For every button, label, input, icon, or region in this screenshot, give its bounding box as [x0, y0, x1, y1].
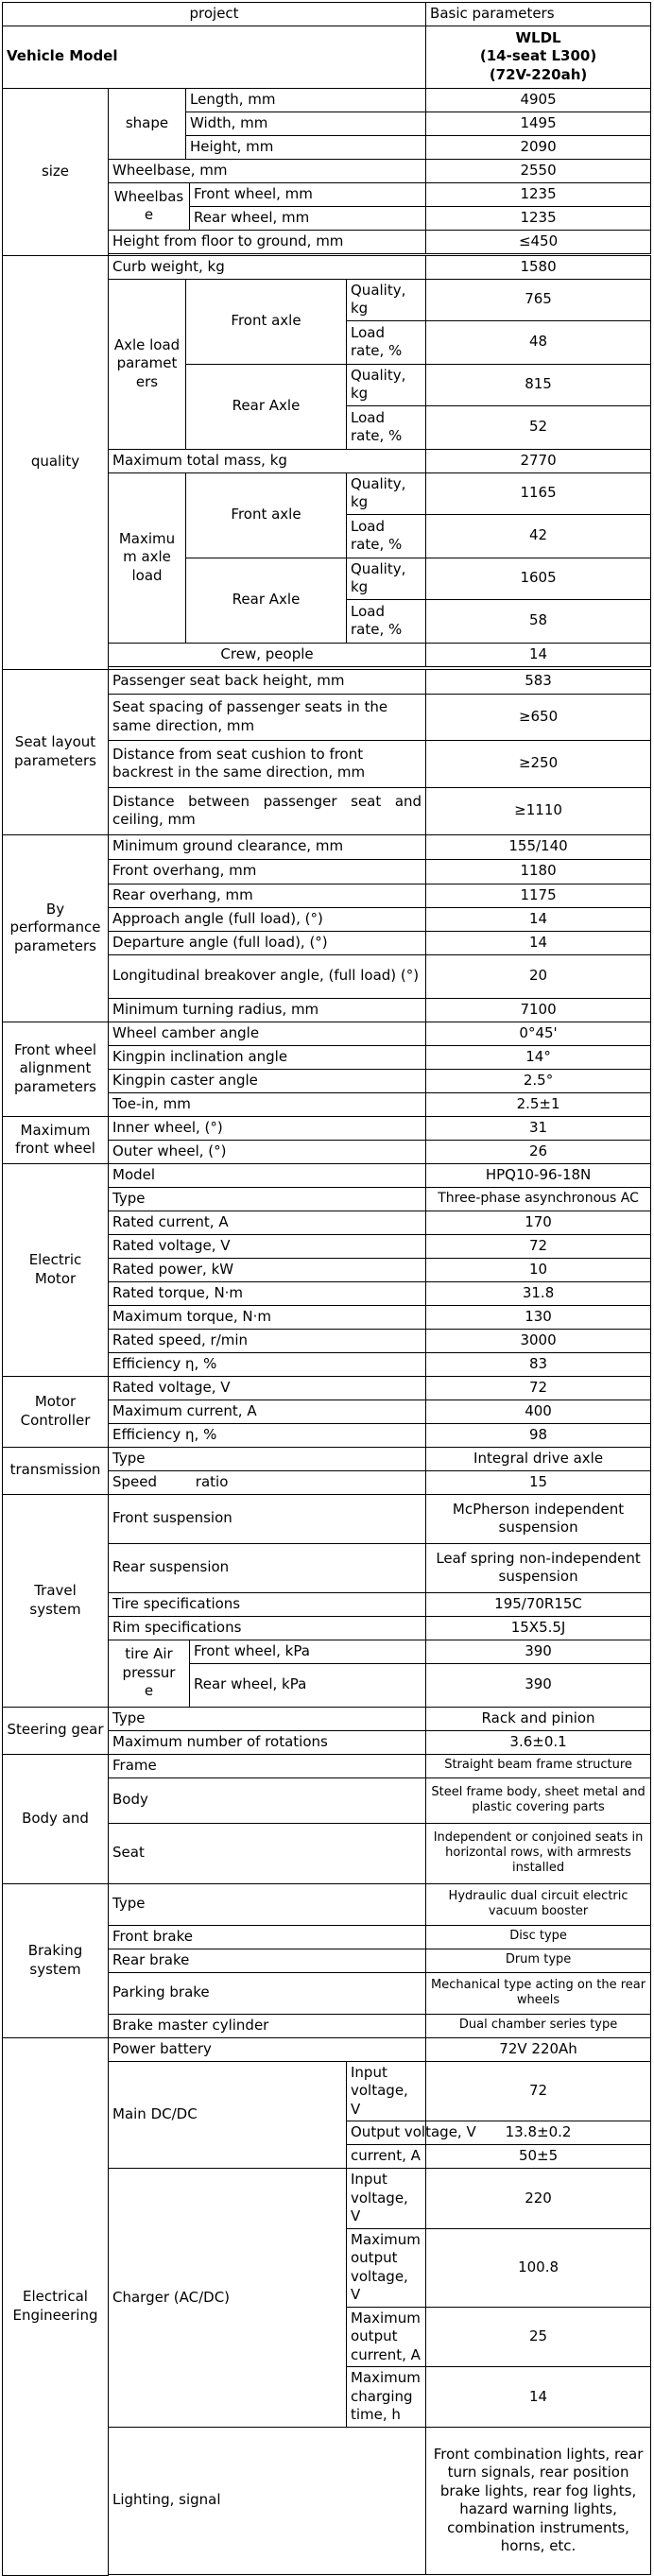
rear-brake-label: Rear brake [109, 1949, 426, 1972]
tire-spec-value: 195/70R15C [426, 1592, 651, 1616]
wheelbase-value: 2550 [426, 159, 651, 182]
steering-type-value: Rack and pinion [426, 1707, 651, 1730]
size-category: size [3, 88, 109, 255]
al-front-rate-value: 48 [426, 320, 651, 364]
height-label: Height, mm [186, 135, 426, 159]
ch-max-current-label: Maximum output current, A [347, 2307, 426, 2367]
seat-spacing-label: Seat spacing of passenger seats in the same direction, mm [109, 694, 426, 740]
kingpin-inclination-value: 14° [426, 1045, 651, 1069]
al-front-quality-label: Quality, kg [347, 279, 426, 320]
al-rear-rate-label: Load rate, % [347, 405, 426, 449]
ch-max-voltage-value: 100.8 [426, 2228, 651, 2307]
motor-power-value: 10 [426, 1258, 651, 1281]
rear-suspension-label: Rear suspension [109, 1543, 426, 1592]
motor-model-row [3, 1163, 651, 1187]
ch-charging-time-value: 14 [426, 2367, 651, 2428]
frame-label: Frame [109, 1754, 426, 1777]
master-cylinder-value: Dual chamber series type [426, 2014, 651, 2037]
ma-rear-axle: Rear Axle [186, 558, 347, 643]
motor-torque-label: Rated torque, N·m [109, 1281, 426, 1305]
width-value: 1495 [426, 112, 651, 135]
ctrl-efficiency-label: Efficiency η, % [109, 1423, 426, 1447]
motor-efficiency-value: 83 [426, 1352, 651, 1376]
motor-type-label: Type [109, 1187, 426, 1211]
tire-spec-label: Tire specifications [109, 1592, 426, 1616]
trans-ratio-label: Speed ratio [109, 1470, 426, 1494]
parking-brake-value: Mechanical type acting on the rear wheels [426, 1972, 651, 2014]
params-header: Basic parameters [426, 3, 651, 26]
quality-category: quality [3, 255, 109, 669]
camber-label: Wheel camber angle [109, 1022, 426, 1045]
tire-front-pressure-label: Front wheel, kPa [190, 1640, 426, 1663]
steering-type-label: Type [109, 1707, 426, 1730]
braking-category: Braking system [3, 1883, 109, 2037]
max-total-mass-value: 2770 [426, 449, 651, 472]
al-rear-quality-label: Quality, kg [347, 364, 426, 405]
frame-row [3, 1754, 651, 1777]
inner-wheel-label: Inner wheel, (°) [109, 1116, 426, 1140]
ma-rear-quality-value: 1605 [426, 558, 651, 599]
spec-table [2, 2, 651, 2576]
rear-overhang-label: Rear overhang, mm [109, 884, 426, 907]
outer-wheel-label: Outer wheel, (°) [109, 1140, 426, 1163]
front-suspension-value: McPherson independent suspension [426, 1494, 651, 1543]
motor-model-value: HPQ10-96-18N [426, 1163, 651, 1187]
front-wheel-value: 1235 [426, 182, 651, 206]
brake-type-label: Type [109, 1883, 426, 1925]
battery-label: Power battery [109, 2037, 426, 2061]
motor-torque-value: 31.8 [426, 1281, 651, 1305]
trans-type-label: Type [109, 1447, 426, 1470]
kingpin-inclination-label: Kingpin inclination angle [109, 1045, 426, 1069]
length-value: 4905 [426, 88, 651, 112]
ceiling-distance-value: ≥1110 [426, 787, 651, 834]
rim-spec-label: Rim specifications [109, 1616, 426, 1640]
ma-front-axle: Front axle [186, 472, 347, 558]
rear-overhang-value: 1175 [426, 884, 651, 907]
floor-height-label: Height from floor to ground, mm [109, 230, 426, 253]
tire-rear-pressure-value: 390 [426, 1663, 651, 1707]
al-front-axle: Front axle [186, 279, 347, 364]
trans-type-value: Integral drive axle [426, 1447, 651, 1470]
kingpin-caster-label: Kingpin caster angle [109, 1069, 426, 1092]
max-total-mass-label: Maximum total mass, kg [109, 449, 426, 472]
rear-suspension-value: Leaf spring non-independent suspension [426, 1543, 651, 1592]
rear-wheel-label: Rear wheel, mm [190, 206, 426, 230]
body-label: Body [109, 1777, 426, 1823]
ma-rear-rate-label: Load rate, % [347, 599, 426, 643]
front-overhang-value: 1180 [426, 859, 651, 884]
crew-value: 14 [426, 643, 651, 666]
al-front-quality-value: 765 [426, 279, 651, 320]
al-front-rate-label: Load rate, % [347, 320, 426, 364]
ctrl-voltage-label: Rated voltage, V [109, 1376, 426, 1400]
seat-back-label: Passenger seat back height, mm [109, 669, 426, 694]
project-header: project [3, 3, 426, 26]
toe-in-value: 2.5±1 [426, 1092, 651, 1116]
curb-weight-row [3, 255, 651, 279]
steering-type-row [3, 1707, 651, 1730]
motor-efficiency-label: Efficiency η, % [109, 1352, 426, 1376]
ch-max-voltage-label: Maximum output voltage, V [347, 2228, 426, 2307]
motor-current-value: 170 [426, 1211, 651, 1234]
wheelbase-group: Wheelbase [109, 182, 190, 230]
departure-angle-label: Departure angle (full load), (°) [109, 931, 426, 954]
rear-brake-value: Drum type [426, 1949, 651, 1972]
camber-row [3, 1022, 651, 1045]
crew-label: Crew, people [109, 643, 426, 666]
tire-rear-pressure-label: Rear wheel, kPa [190, 1663, 426, 1707]
dc-current-value: 50±5 [426, 2145, 651, 2169]
axle-load-group: Axle load parameters [109, 279, 186, 449]
dc-input-value: 72 [426, 2061, 651, 2121]
lighting-label: Lighting, signal [109, 2427, 426, 2574]
max-front-wheel-category: Maximum front wheel [3, 1116, 109, 1163]
toe-in-label: Toe-in, mm [109, 1092, 426, 1116]
cushion-distance-value: ≥250 [426, 740, 651, 787]
tire-front-pressure-value: 390 [426, 1640, 651, 1663]
brake-type-row [3, 1883, 651, 1925]
departure-angle-value: 14 [426, 931, 651, 954]
outer-wheel-value: 26 [426, 1140, 651, 1163]
front-suspension-label: Front suspension [109, 1494, 426, 1543]
motor-speed-label: Rated speed, r/min [109, 1329, 426, 1352]
motor-power-label: Rated power, kW [109, 1258, 426, 1281]
transmission-category: transmission [3, 1447, 109, 1494]
seat-spacing-value: ≥650 [426, 694, 651, 740]
trans-type-row [3, 1447, 651, 1470]
inner-wheel-value: 31 [426, 1116, 651, 1140]
breakover-angle-label: Longitudinal breakover angle, (full load) (°) [109, 954, 426, 998]
front-overhang-label: Front overhang, mm [109, 859, 426, 884]
dc-current-label: current, A [347, 2145, 426, 2169]
motor-voltage-label: Rated voltage, V [109, 1234, 426, 1258]
size-length-row [3, 88, 651, 112]
seat-layout-category: Seat layout parameters [3, 669, 109, 834]
travel-category: Travel system [3, 1494, 109, 1707]
vehicle-model-value: WLDL (14-seat L300) (72V-220ah) [426, 26, 651, 88]
ma-front-rate-label: Load rate, % [347, 514, 426, 558]
trans-ratio-value: 15 [426, 1470, 651, 1494]
vehicle-model-row [3, 26, 651, 88]
al-rear-quality-value: 815 [426, 364, 651, 405]
dc-output-label: Output voltage, V [347, 2121, 426, 2145]
steering-rotations-value: 3.6±0.1 [426, 1730, 651, 1754]
ctrl-current-value: 400 [426, 1400, 651, 1423]
front-brake-label: Front brake [109, 1925, 426, 1949]
tire-pressure-group: tire Air pressure [109, 1640, 190, 1707]
rear-wheel-value: 1235 [426, 206, 651, 230]
floor-height-value: ≤450 [426, 230, 651, 253]
ch-charging-time-label: Maximum charging time, h [347, 2367, 426, 2428]
ch-input-value: 220 [426, 2169, 651, 2229]
motor-category: Electric Motor [3, 1163, 109, 1376]
motor-type-value: Three-phase asynchronous AC [426, 1187, 651, 1211]
motor-max-torque-value: 130 [426, 1305, 651, 1329]
width-label: Width, mm [186, 112, 426, 135]
controller-category: Motor Controller [3, 1376, 109, 1447]
electrical-category: Electrical Engineering [3, 2037, 109, 2576]
turning-radius-value: 7100 [426, 998, 651, 1022]
ctrl-efficiency-value: 98 [426, 1423, 651, 1447]
front-brake-value: Disc type [426, 1925, 651, 1949]
length-label: Length, mm [186, 88, 426, 112]
ctrl-current-label: Maximum current, A [109, 1400, 426, 1423]
breakover-angle-value: 20 [426, 954, 651, 998]
curb-weight-value: 1580 [426, 255, 651, 279]
steering-category: Steering gear [3, 1707, 109, 1754]
cushion-distance-label: Distance from seat cushion to front backrest in the same direction, mm [109, 740, 426, 787]
dcdc-group: Main DC/DC [109, 2061, 347, 2169]
curb-weight-label: Curb weight, kg [109, 255, 426, 279]
motor-speed-value: 3000 [426, 1329, 651, 1352]
inner-wheel-row [3, 1116, 651, 1140]
seat-value: Independent or conjoined seats in horizontal rows, with armrests installed [426, 1823, 651, 1883]
steering-rotations-label: Maximum number of rotations [109, 1730, 426, 1754]
ma-front-quality-value: 1165 [426, 472, 651, 514]
motor-model-label: Model [109, 1163, 426, 1187]
charger-group: Charger (AC/DC) [109, 2169, 347, 2428]
header-row [3, 3, 651, 26]
seat-label: Seat [109, 1823, 426, 1883]
ceiling-distance-label: Distance between passenger seat and ceiling, mm [109, 787, 426, 834]
dc-input-label: Input voltage, V [347, 2061, 426, 2121]
al-rear-rate-value: 52 [426, 405, 651, 449]
body-value: Steel frame body, sheet metal and plastic covering parts [426, 1777, 651, 1823]
seat-back-value: 583 [426, 669, 651, 694]
ground-clearance-label: Minimum ground clearance, mm [109, 834, 426, 859]
parking-brake-label: Parking brake [109, 1972, 426, 2014]
shape-group: shape [109, 88, 186, 159]
front-suspension-row [3, 1494, 651, 1543]
vehicle-model-label: Vehicle Model [3, 26, 426, 88]
dc-output-value: 13.8±0.2 [426, 2121, 651, 2145]
camber-value: 0°45' [426, 1022, 651, 1045]
seat-back-row [3, 669, 651, 694]
master-cylinder-label: Brake master cylinder [109, 2014, 426, 2037]
motor-current-label: Rated current, A [109, 1211, 426, 1234]
ground-clearance-value: 155/140 [426, 834, 651, 859]
battery-value: 72V 220Ah [426, 2037, 651, 2061]
brake-type-value: Hydraulic dual circuit electric vacuum booster [426, 1883, 651, 1925]
ground-clearance-row [3, 834, 651, 859]
body-category: Body and [3, 1754, 109, 1883]
ma-rear-quality-label: Quality, kg [347, 558, 426, 599]
lighting-value: Front combination lights, rear turn signals, rear position brake lights, rear fog lights, hazard warning lights, combination instruments, horns, etc. [426, 2427, 651, 2574]
alignment-category: Front wheel alignment parameters [3, 1022, 109, 1116]
ctrl-voltage-row [3, 1376, 651, 1400]
ch-input-label: Input voltage, V [347, 2169, 426, 2229]
ma-front-quality-label: Quality, kg [347, 472, 426, 514]
wheelbase-label: Wheelbase, mm [109, 159, 426, 182]
motor-voltage-value: 72 [426, 1234, 651, 1258]
motor-max-torque-label: Maximum torque, N·m [109, 1305, 426, 1329]
kingpin-caster-value: 2.5° [426, 1069, 651, 1092]
ma-rear-rate-value: 58 [426, 599, 651, 643]
turning-radius-label: Minimum turning radius, mm [109, 998, 426, 1022]
ch-max-current-value: 25 [426, 2307, 651, 2367]
battery-row [3, 2037, 651, 2061]
frame-value: Straight beam frame structure [426, 1754, 651, 1777]
max-axle-load-group: Maximum axle load [109, 472, 186, 643]
ctrl-voltage-value: 72 [426, 1376, 651, 1400]
approach-angle-label: Approach angle (full load), (°) [109, 907, 426, 931]
ma-front-rate-value: 42 [426, 514, 651, 558]
approach-angle-value: 14 [426, 907, 651, 931]
performance-category: By performance parameters [3, 834, 109, 1022]
height-value: 2090 [426, 135, 651, 159]
rim-spec-value: 15X5.5J [426, 1616, 651, 1640]
front-wheel-label: Front wheel, mm [190, 182, 426, 206]
al-rear-axle: Rear Axle [186, 364, 347, 449]
